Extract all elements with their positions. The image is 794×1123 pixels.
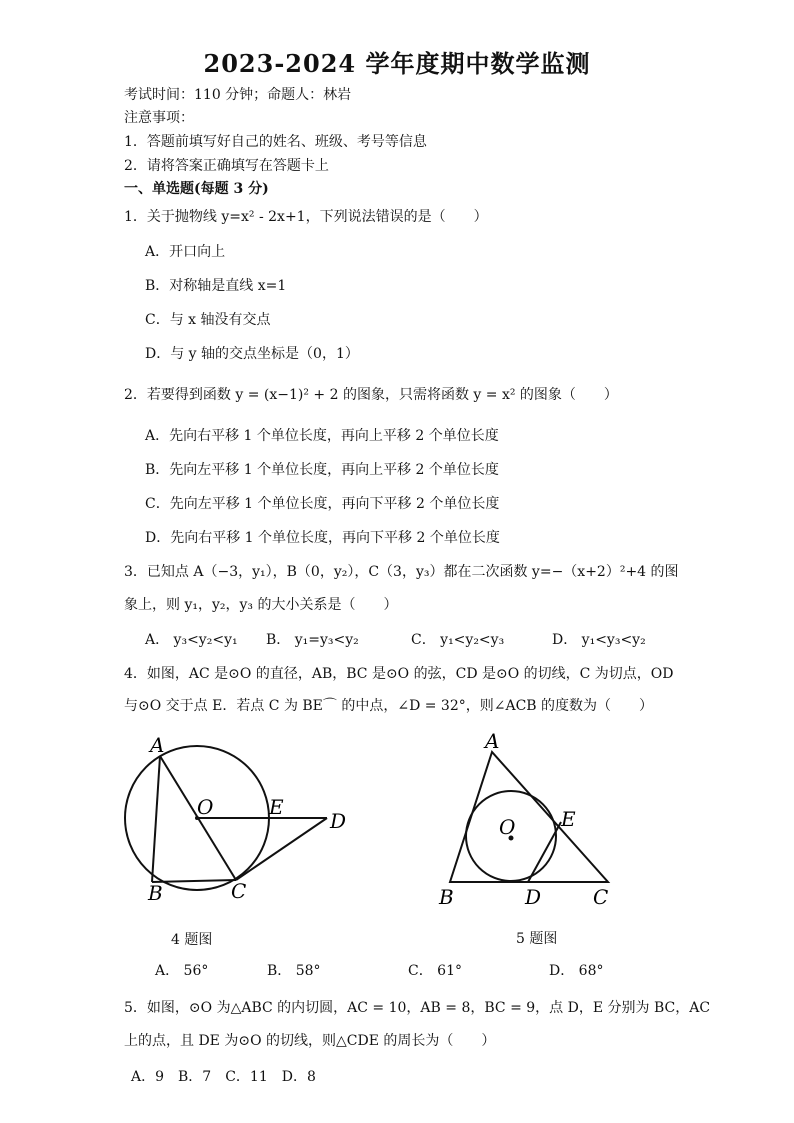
q1-option-b: B．对称轴是直线 x=1 <box>145 278 287 294</box>
fig4-segment-ab <box>152 756 160 882</box>
fig4-label-c: C <box>231 879 247 903</box>
q4-stem-line2: 与⊙O 交于点 E．若点 C 为 BE⌒ 的中点，∠D = 32°，则∠ACB 的度数为（ ） <box>124 698 654 714</box>
fig5-label-e: E <box>561 807 576 831</box>
figure-5-caption: 5 题图 <box>516 931 558 947</box>
fig5-label-d: D <box>525 885 542 909</box>
q3-option-a: A． y₃<y₂<y₁ <box>145 632 238 648</box>
note-1: 1．答题前填写好自己的姓名、班级、考号等信息 <box>124 134 427 150</box>
fig4-label-e: E <box>269 795 284 819</box>
fig4-label-d: D <box>330 809 347 833</box>
q2-option-a: A．先向右平移 1 个单位长度，再向上平移 2 个单位长度 <box>145 428 499 444</box>
q1-option-c: C．与 x 轴没有交点 <box>145 312 271 328</box>
figure-4-caption: 4 题图 <box>171 932 213 948</box>
q4-option-a: A． 56° <box>155 963 209 979</box>
fig5-label-o: O <box>499 815 516 839</box>
fig5-label-b: B <box>439 885 454 909</box>
figure-4 <box>115 730 365 910</box>
note-2: 2．请将答案正确填写在答题卡上 <box>124 158 329 174</box>
fig5-label-a: A <box>485 729 500 753</box>
notes-title: 注意事项： <box>124 110 194 126</box>
fig5-label-c: C <box>593 885 609 909</box>
q3-option-c: C． y₁<y₂<y₃ <box>411 632 505 648</box>
section-heading: 一、单选题(每题 3 分) <box>124 181 269 197</box>
fig4-label-b: B <box>148 881 163 905</box>
q4-stem-line1: 4．如图，AC 是⊙O 的直径，AB，BC 是⊙O 的弦，CD 是⊙O 的切线，C 为切点，OD <box>124 666 674 682</box>
q5-stem-line2: 上的点，且 DE 为⊙O 的切线，则△CDE 的周长为（ ） <box>124 1033 496 1049</box>
q3-stem-line2: 象上，则 y₁，y₂，y₃ 的大小关系是（ ） <box>124 597 398 613</box>
q1-stem: 1．关于抛物线 y=x² - 2x+1，下列说法错误的是（ ） <box>124 209 488 225</box>
q2-option-b: B．先向左平移 1 个单位长度，再向上平移 2 个单位长度 <box>145 462 499 478</box>
exam-title: 2023-2024 学年度期中数学监测 <box>203 49 591 78</box>
q3-option-b: B． y₁=y₃<y₂ <box>266 632 359 648</box>
fig4-label-a: A <box>150 733 165 757</box>
q2-option-c: C．先向左平移 1 个单位长度，再向下平移 2 个单位长度 <box>145 496 500 512</box>
q3-option-d: D． y₁<y₃<y₂ <box>552 632 646 648</box>
q2-stem: 2．若要得到函数 y = (x−1)² + 2 的图象，只需将函数 y = x² 的图象（ ） <box>124 387 618 403</box>
fig4-label-o: O <box>197 795 214 819</box>
q4-option-c: C． 61° <box>408 963 462 979</box>
q2-option-d: D．先向右平移 1 个单位长度，再向下平移 2 个单位长度 <box>145 530 500 546</box>
q4-option-d: D． 68° <box>549 963 604 979</box>
fig5-segment-de <box>528 822 561 882</box>
q5-options: A．9 B．7 C．11 D．8 <box>131 1069 316 1085</box>
fig4-segment-cd <box>236 818 327 880</box>
q4-option-b: B． 58° <box>267 963 321 979</box>
figure-5 <box>435 730 620 910</box>
q5-stem-line1: 5．如图，⊙O 为△ABC 的内切圆，AC = 10，AB = 8，BC = 9，点 D，E 分别为 BC，AC <box>124 1000 711 1016</box>
q3-stem-line1: 3．已知点 A（−3，y₁），B（0，y₂），C（3，y₃）都在二次函数 y=−（x+2）²+4 的图 <box>124 564 679 580</box>
q1-option-a: A．开口向上 <box>145 244 226 260</box>
fig4-segment-bc <box>152 880 236 882</box>
exam-info: 考试时间：110 分钟；命题人：林岩 <box>124 87 352 103</box>
q1-option-d: D．与 y 轴的交点坐标是（0，1） <box>145 346 359 362</box>
